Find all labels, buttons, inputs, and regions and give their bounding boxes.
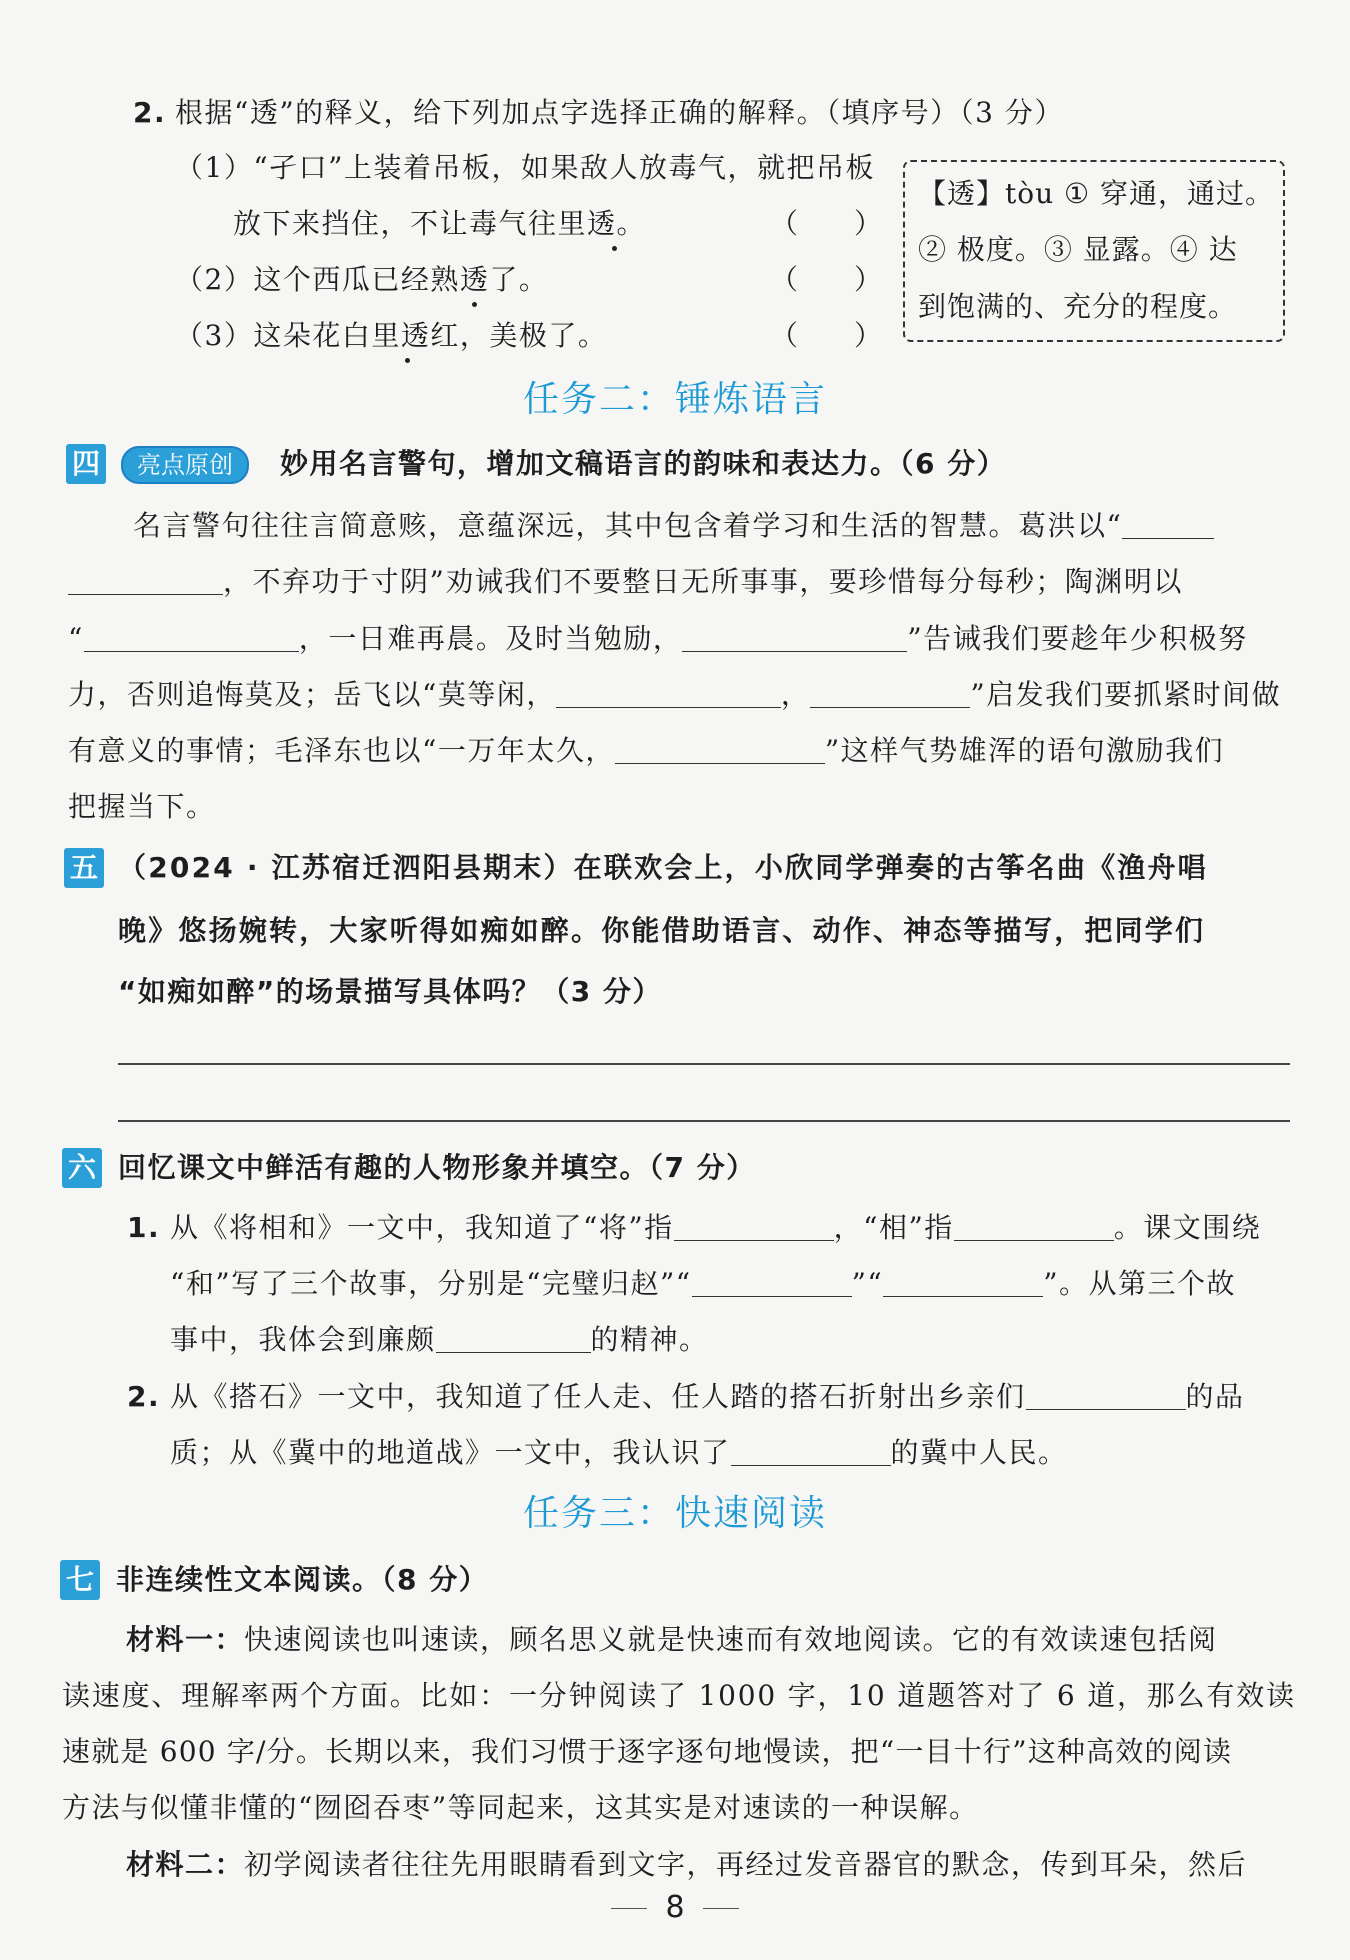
original-badge: 亮点原创 xyxy=(121,446,249,484)
section4-paragraph-line5 xyxy=(68,731,1224,771)
task3-heading: 任务三：快速阅读 xyxy=(522,1493,827,1534)
answer-line[interactable] xyxy=(118,1063,1290,1065)
section7-number-badge: 七 xyxy=(60,1560,100,1600)
section6-q1-number: 1. xyxy=(127,1211,161,1244)
text-segment: 事中，我体会到廉颇 xyxy=(170,1323,436,1356)
section6-q2-number: 2. xyxy=(127,1380,161,1413)
q2-number: 2. xyxy=(133,96,167,129)
section7-title: 非连续性文本阅读。（8 分） xyxy=(116,1563,489,1596)
section4-paragraph-line3 xyxy=(68,619,1248,659)
answer-line[interactable] xyxy=(118,1120,1290,1122)
text-segment: ”启发我们要抓紧时间做 xyxy=(970,678,1282,711)
text-segment: 从《将相和》一文中，我知道了“将”指 xyxy=(170,1211,674,1244)
divider xyxy=(703,1908,739,1910)
emphasis-dot xyxy=(612,246,617,251)
section5-number-badge: 五 xyxy=(64,848,104,888)
section4-paragraph-line1 xyxy=(133,506,1214,546)
q2-item2-answer-paren[interactable]: （ ） xyxy=(770,263,883,296)
section6-q2-line2 xyxy=(170,1433,1068,1473)
text-segment: ，一日难再晨。及时当勉励， xyxy=(298,622,683,655)
fill-blank[interactable] xyxy=(556,677,781,708)
section6-q2-line1 xyxy=(170,1377,1245,1417)
text-segment: 力，否则追悔莫及；岳飞以“莫等闲， xyxy=(68,678,556,711)
text-segment: ，“相”指 xyxy=(833,1211,954,1244)
material1-line2: 读速度、理解率两个方面。比如：一分钟阅读了 1000 字，10 道题答对了 6 道，那么有效读 xyxy=(62,1679,1296,1712)
section4-paragraph-line4 xyxy=(68,675,1281,715)
q2-item1-line2: 放下来挡住，不让毒气往里透。 xyxy=(233,207,647,240)
section6-number-badge: 六 xyxy=(62,1148,102,1188)
fill-blank[interactable] xyxy=(692,1266,852,1297)
text-segment: ，不弃功于寸阴”劝诫我们不要整日无所事事，要珍惜每分每秒；陶渊明以 xyxy=(223,565,1183,598)
text-segment: ”。从第三个故 xyxy=(1043,1267,1237,1300)
text-segment: 的冀中人民。 xyxy=(890,1436,1068,1469)
fill-blank[interactable] xyxy=(682,621,907,652)
page-number xyxy=(0,1890,1350,1925)
task2-heading: 任务二：锤炼语言 xyxy=(522,379,827,420)
fill-blank[interactable] xyxy=(674,1210,834,1241)
material1-line3: 速就是 600 字/分。长期以来，我们习惯于逐字逐句地慢读，把“一目十行”这种高效的阅读 xyxy=(62,1735,1233,1768)
section6-q1-line1 xyxy=(170,1208,1261,1248)
section6-title: 回忆课文中鲜活有趣的人物形象并填空。（7 分） xyxy=(118,1151,756,1184)
section6-q1-line3 xyxy=(170,1320,709,1360)
emphasis-dot xyxy=(405,358,410,363)
fill-blank[interactable] xyxy=(436,1322,591,1353)
text-segment: “和”写了三个故事，分别是“完璧归赵”“ xyxy=(170,1267,692,1300)
section4-paragraph-line6: 把握当下。 xyxy=(68,790,216,823)
fill-blank[interactable] xyxy=(1122,508,1214,539)
text-segment: ”告诫我们要趁年少积极努 xyxy=(907,622,1248,655)
text-segment: 从《搭石》一文中，我知道了任人走、任人踏的搭石折射出乡亲们 xyxy=(170,1380,1026,1413)
fill-blank[interactable] xyxy=(883,1266,1043,1297)
text-segment: 。课文围绕 xyxy=(1113,1211,1262,1244)
fill-blank[interactable] xyxy=(615,733,825,764)
section4-number-badge: 四 xyxy=(66,444,106,484)
material2-label: 材料二： xyxy=(126,1848,245,1881)
emphasis-dot xyxy=(472,302,477,307)
fill-blank[interactable] xyxy=(84,621,299,652)
fill-blank[interactable] xyxy=(1026,1379,1186,1410)
q2-stem: 根据“透”的释义，给下列加点字选择正确的解释。（填序号）（3 分） xyxy=(175,96,1064,129)
material2-line1 xyxy=(126,1845,1247,1885)
text-segment: 质；从《冀中的地道战》一文中，我认识了 xyxy=(170,1436,731,1469)
text-segment: ”“ xyxy=(851,1267,884,1300)
text-segment: 有意义的事情；毛泽东也以“一万年太久， xyxy=(68,734,615,767)
q2-item1-line1: （1）“孑口”上装着吊板，如果敌人放毒气，就把吊板 xyxy=(175,151,875,184)
fill-blank[interactable] xyxy=(68,564,223,595)
fill-blank[interactable] xyxy=(810,677,970,708)
text-segment: ”这样气势雄浑的语句激励我们 xyxy=(824,734,1225,767)
definition-line-3: 到饱满的、充分的程度。 xyxy=(918,290,1238,323)
material1-line4: 方法与似懂非懂的“囫囵吞枣”等同起来，这其实是对速读的一种误解。 xyxy=(62,1791,979,1824)
text-segment: “ xyxy=(68,622,84,655)
definition-line-2: ② 极度。③ 显露。④ 达 xyxy=(918,233,1238,266)
section5-line3: “如痴如醉”的场景描写具体吗？（3 分） xyxy=(118,975,663,1008)
text-segment: 的精神。 xyxy=(590,1323,709,1356)
material1-label: 材料一： xyxy=(126,1623,245,1656)
fill-blank[interactable] xyxy=(731,1435,891,1466)
divider xyxy=(611,1908,647,1910)
q2-item3-line: （3）这朵花白里透红，美极了。 xyxy=(175,319,608,352)
q2-item3-answer-paren[interactable]: （ ） xyxy=(770,319,883,352)
definition-line-1: 【透】tòu ① 穿通，通过。 xyxy=(918,177,1275,210)
fill-blank[interactable] xyxy=(954,1210,1114,1241)
text-segment: 名言警句往往言简意赅，意蕴深远，其中包含着学习和生活的智慧。葛洪以“ xyxy=(133,509,1123,542)
q2-item2-line: （2）这个西瓜已经熟透了。 xyxy=(175,263,549,296)
text-segment: ， xyxy=(780,678,811,711)
material1-line1 xyxy=(126,1620,1218,1660)
page-number-value: 8 xyxy=(665,1890,685,1925)
section4-title: 妙用名言警句，增加文稿语言的韵味和表达力。（6 分） xyxy=(280,447,1007,480)
q2-item1-answer-paren[interactable]: （ ） xyxy=(770,207,883,240)
section5-line1: （2024 · 江苏宿迁泗阳县期末）在联欢会上，小欣同学弹奏的古筝名曲《渔舟唱 xyxy=(118,851,1208,884)
section4-paragraph-line2 xyxy=(68,562,1183,602)
text-segment: 快速阅读也叫速读，顾名思义就是快速而有效地阅读。它的有效读速包括阅 xyxy=(244,1623,1218,1656)
text-segment: 的品 xyxy=(1185,1380,1245,1413)
section6-q1-line2 xyxy=(170,1264,1236,1304)
text-segment: 初学阅读者往往先用眼睛看到文字，再经过发音器官的默念，传到耳朵，然后 xyxy=(244,1848,1248,1881)
section5-line2: 晚》悠扬婉转，大家听得如痴如醉。你能借助语言、动作、神态等描写，把同学们 xyxy=(118,914,1206,947)
